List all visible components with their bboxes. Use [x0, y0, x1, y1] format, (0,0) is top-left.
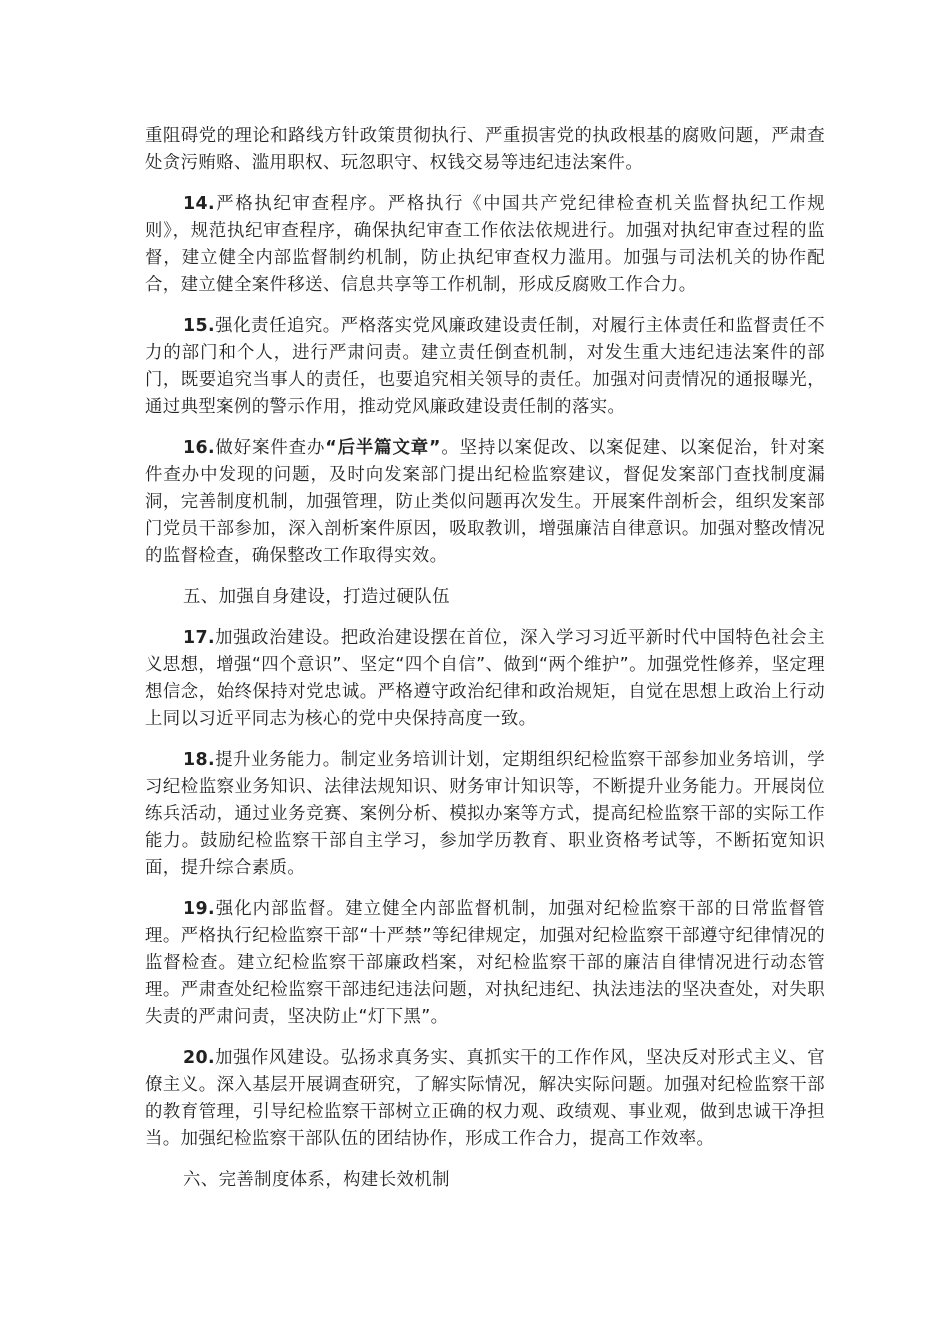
paragraph-text: 重阻碍党的理论和路线方针政策贯彻执行、严重损害党的执政根基的腐败问题，严肃查处贪污贿赂、滥用职权、玩忽职守、权钱交易等违纪违法案件。: [145, 126, 825, 173]
item-number: 17.: [183, 628, 216, 648]
paragraph-item-16: [145, 435, 825, 570]
section-heading-6: [145, 1167, 825, 1194]
section-heading-5: [145, 584, 825, 611]
paragraph-item-15: [145, 313, 825, 421]
paragraph-text: 。坚持以案促改、以案促建、以案促治，针对案件查办中发现的问题，及时向发案部门提出纪检监察建议，督促发案部门查找制度漏洞，完善制度机制，加强管理，防止类似问题再次发生。开展案件剖析会，组织发案部门党员干部参加，深入剖析案件原因，吸取教训，增强廉洁自律意识。加强对整改情况的监督检查，确保整改工作取得实效。: [145, 438, 825, 566]
section-heading-text: 五、加强自身建设，打造过硬队伍: [183, 587, 450, 607]
item-number: 16.: [183, 438, 216, 458]
paragraph-text: 提升业务能力。制定业务培训计划，定期组织纪检监察干部参加业务培训，学习纪检监察业务知识、法律法规知识、财务审计知识等，不断提升业务能力。开展岗位练兵活动，通过业务竞赛、案例分析、模拟办案等方式，提高纪检监察干部的实际工作能力。鼓励纪检监察干部自主学习，参加学历教育、职业资格考试等，不断拓宽知识面，提升综合素质。: [145, 750, 825, 878]
item-number: 14.: [183, 194, 216, 214]
paragraph-item-14: [145, 191, 825, 299]
item-number: 15.: [183, 316, 216, 336]
quoted-phrase: “后半篇文章”: [325, 438, 441, 458]
document-body: [145, 123, 825, 1208]
paragraph-text: 强化责任追究。严格落实党风廉政建设责任制，对履行主体责任和监督责任不力的部门和个人，进行严肃问责。建立责任倒查机制，对发生重大违纪违法案件的部门，既要追究当事人的责任，也要追究相关领导的责任。加强对问责情况的通报曝光，通过典型案例的警示作用，推动党风廉政建设责任制的落实。: [145, 316, 825, 417]
paragraph-text: 加强政治建设。把政治建设摆在首位，深入学习习近平新时代中国特色社会主义思想，增强“四个意识”、坚定“四个自信”、做到“两个维护”。加强党性修养，坚定理想信念，始终保持对党忠诚。严格遵守政治纪律和政治规矩，自觉在思想上政治上行动上同以习近平同志为核心的党中央保持高度一致。: [145, 628, 825, 729]
paragraph-item-18: [145, 747, 825, 882]
paragraph-item-19: [145, 896, 825, 1031]
paragraph-text-lead: 做好案件查办: [215, 438, 326, 458]
item-number: 19.: [183, 899, 216, 919]
item-number: 18.: [183, 750, 216, 770]
paragraph-text: 严格执纪审查程序。严格执行《中国共产党纪律检查机关监督执纪工作规则》，规范执纪审查程序，确保执纪审查工作依法依规进行。加强对执纪审查过程的监督，建立健全内部监督制约机制，防止执纪审查权力滥用。加强与司法机关的协作配合，建立健全案件移送、信息共享等工作机制，形成反腐败工作合力。: [145, 194, 825, 295]
paragraph-text: 加强作风建设。弘扬求真务实、真抓实干的工作作风，坚决反对形式主义、官僚主义。深入基层开展调查研究，了解实际情况，解决实际问题。加强对纪检监察干部的教育管理，引导纪检监察干部树立正确的权力观、政绩观、事业观，做到忠诚干净担当。加强纪检监察干部队伍的团结协作，形成工作合力，提高工作效率。: [145, 1048, 825, 1149]
section-heading-text: 六、完善制度体系，构建长效机制: [183, 1170, 450, 1190]
paragraph-text: 强化内部监督。建立健全内部监督机制，加强对纪检监察干部的日常监督管理。严格执行纪检监察干部“十严禁”等纪律规定，加强对纪检监察干部遵守纪律情况的监督检查。建立纪检监察干部廉政档案，对纪检监察干部的廉洁自律情况进行动态管理。严肃查处纪检监察干部违纪违法问题，对执纪违纪、执法违法的坚决查处，对失职失责的严肃问责，坚决防止“灯下黑”。: [145, 899, 825, 1027]
paragraph-item-17: [145, 625, 825, 733]
item-number: 20.: [183, 1048, 216, 1068]
paragraph-continuation: [145, 123, 825, 177]
paragraph-item-20: [145, 1045, 825, 1153]
